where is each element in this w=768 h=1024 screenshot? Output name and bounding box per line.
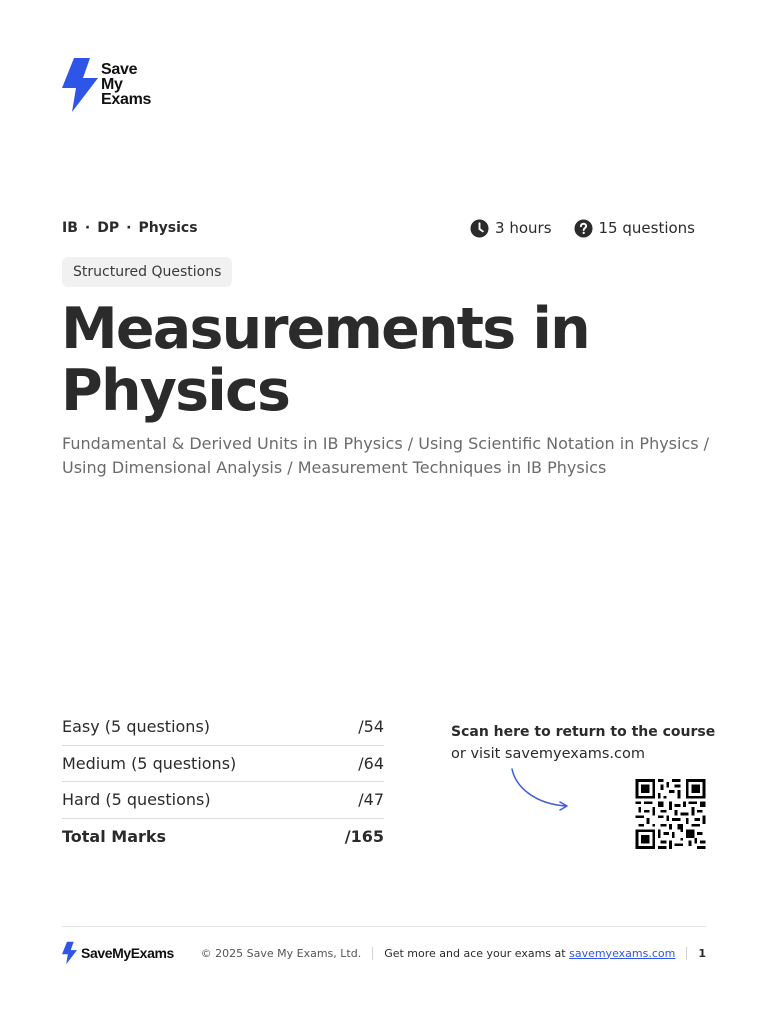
page-title	[61, 298, 701, 422]
logo-wordmark: Save My Exams	[101, 61, 152, 108]
question-type-badge: Structured Questions	[62, 257, 232, 287]
footer-separator	[686, 947, 687, 960]
savemyexams-link[interactable]: savemyexams.com	[569, 946, 676, 960]
topic-line: Using Dimensional Analysis / Measurement Techniques in IB Physics	[62, 458, 607, 477]
question-count-info	[574, 219, 695, 238]
marks-row-easy	[62, 709, 384, 746]
marks-row-hard	[62, 782, 384, 819]
scan-subtitle: or visit savemyexams.com	[451, 746, 645, 762]
qr-code[interactable]	[634, 779, 707, 849]
footer-separator	[372, 947, 373, 960]
footer-logo-text: SaveMyExams	[81, 945, 174, 961]
footer-divider	[62, 926, 706, 927]
lightning-bolt-icon	[62, 941, 77, 965]
footer-logo	[62, 941, 174, 965]
breadcrumb	[62, 220, 198, 236]
meta-row	[62, 218, 695, 238]
scan-title: Scan here to return to the course	[451, 724, 716, 740]
curved-arrow-icon	[508, 766, 572, 812]
breadcrumb-item-dp[interactable]: DP	[97, 220, 120, 236]
page-number: 1	[698, 946, 706, 960]
footer	[62, 940, 706, 966]
footer-cta-text: Get more and ace your exams at	[384, 946, 570, 960]
marks-label: Hard (5 questions)	[62, 790, 211, 810]
copyright-text: © 2025 Save My Exams, Ltd.	[200, 946, 362, 960]
footer-info	[201, 947, 706, 960]
clock-icon	[470, 219, 489, 238]
marks-label: Medium (5 questions)	[62, 753, 237, 773]
topic-line: Fundamental & Derived Units in IB Physics / Using Scientific Notation in Physics /	[62, 434, 710, 453]
exam-meta	[470, 219, 695, 238]
marks-row-total	[62, 819, 384, 856]
title-line: Measurements in	[61, 296, 589, 362]
marks-table	[62, 709, 384, 855]
marks-row-medium	[62, 746, 384, 783]
duration-info	[470, 219, 551, 238]
marks-value: /54	[358, 717, 384, 737]
question-icon	[574, 219, 593, 238]
marks-label: Easy (5 questions)	[62, 717, 211, 737]
total-value: /165	[344, 827, 384, 847]
marks-value: /64	[358, 753, 384, 773]
breadcrumb-separator: ·	[126, 220, 132, 236]
marks-value: /47	[358, 790, 384, 810]
total-label: Total Marks	[62, 827, 167, 847]
scan-info	[451, 721, 721, 765]
duration-text: 3 hours	[495, 219, 552, 237]
breadcrumb-item-physics[interactable]: Physics	[138, 220, 198, 236]
lightning-bolt-icon	[62, 58, 98, 112]
topic-list	[62, 432, 712, 480]
save-my-exams-logo	[62, 58, 151, 112]
title-line: Physics	[61, 358, 290, 424]
footer-cta	[384, 947, 675, 960]
breadcrumb-separator: ·	[84, 220, 91, 236]
question-count-text: 15 questions	[598, 219, 695, 237]
breadcrumb-item-ib[interactable]: IB	[62, 220, 78, 236]
